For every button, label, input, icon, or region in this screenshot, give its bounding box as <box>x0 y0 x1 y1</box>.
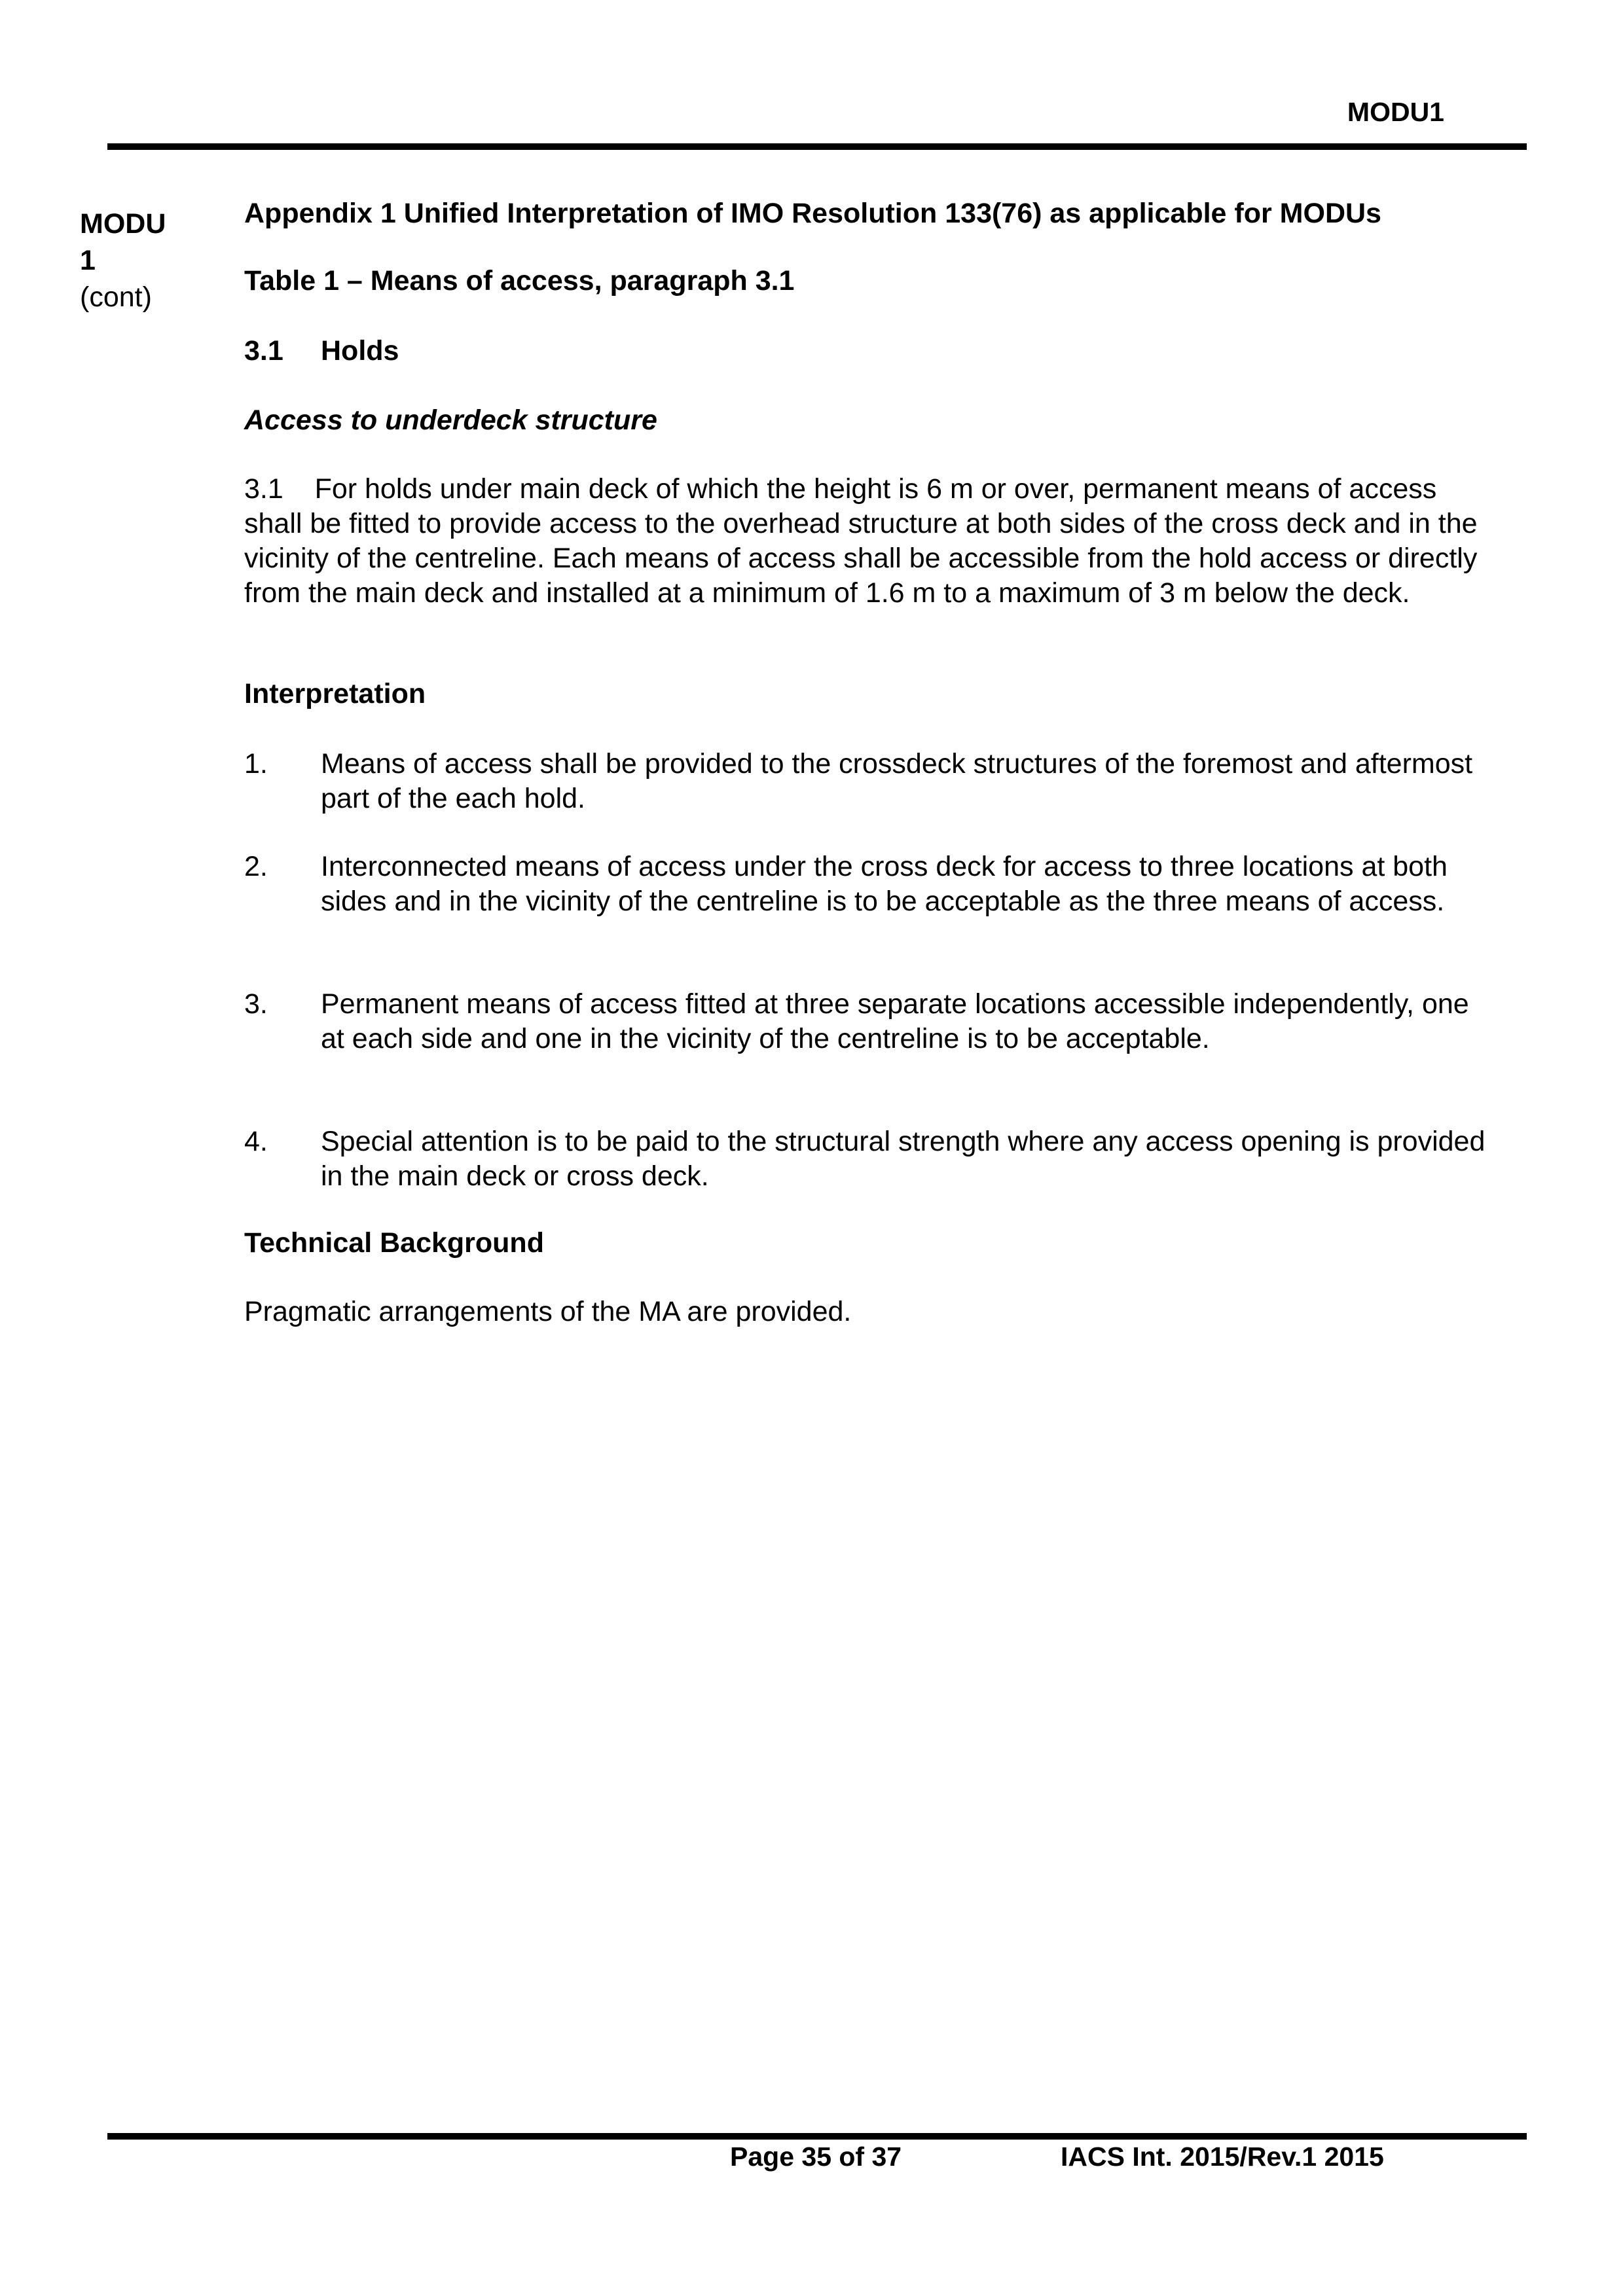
header-code: MODU1 <box>1347 97 1444 127</box>
list-item-number: 2. <box>244 851 268 882</box>
interpretation-heading: Interpretation <box>244 678 426 709</box>
header-rule <box>107 143 1527 150</box>
list-item-text: Special attention is to be paid to the structural strength where any access opening is provided in the main deck or cross deck. <box>321 1126 1486 1192</box>
section-number: 3.1 <box>244 335 283 367</box>
footer-rule <box>107 2133 1527 2140</box>
sidebar-label <box>80 206 166 315</box>
page-number: Page 35 of 37 <box>730 2142 902 2172</box>
list-item-text: Permanent means of access fitted at three separate locations accessible independently, one at each side and one in the vicinity of the centreline is to be acceptable. <box>321 988 1469 1054</box>
background-heading: Technical Background <box>244 1227 544 1259</box>
sidebar-code: MODU <box>80 208 166 240</box>
list-item-number: 4. <box>244 1126 268 1157</box>
background-text: Pragmatic arrangements of the MA are provided. <box>244 1296 852 1327</box>
table-title: Table 1 – Means of access, paragraph 3.1 <box>244 265 795 296</box>
section-title: Holds <box>321 335 399 367</box>
list-item-text: Interconnected means of access under the cross deck for access to three locations at both sides and in the vicinity of the centreline is to be acceptable as the three means of access. <box>321 851 1448 917</box>
list-item-number: 1. <box>244 748 268 780</box>
subheading: Access to underdeck structure <box>244 404 657 436</box>
appendix-title: Appendix 1 Unified Interpretation of IMO Resolution 133(76) as applicable for MODUs <box>244 198 1381 229</box>
list-item-text: Means of access shall be provided to the crossdeck structures of the foremost and aftermost part of the each hold. <box>321 748 1473 814</box>
sidebar-cont: (cont) <box>80 281 152 313</box>
sidebar-number: 1 <box>80 245 96 276</box>
document-reference: IACS Int. 2015/Rev.1 2015 <box>1061 2142 1384 2172</box>
requirement-paragraph: 3.1 For holds under main deck of which the height is 6 m or over, permanent means of access shall be fitted to provide access to the overhead structure at both sides of the cross deck and in the vicinity of the centreline. Each means of access shall be accessible from the hold access or directly from the main deck and installed at a minimum of 1.6 m to a maximum of 3 m below the deck. <box>244 473 1486 609</box>
list-item-number: 3. <box>244 988 268 1020</box>
